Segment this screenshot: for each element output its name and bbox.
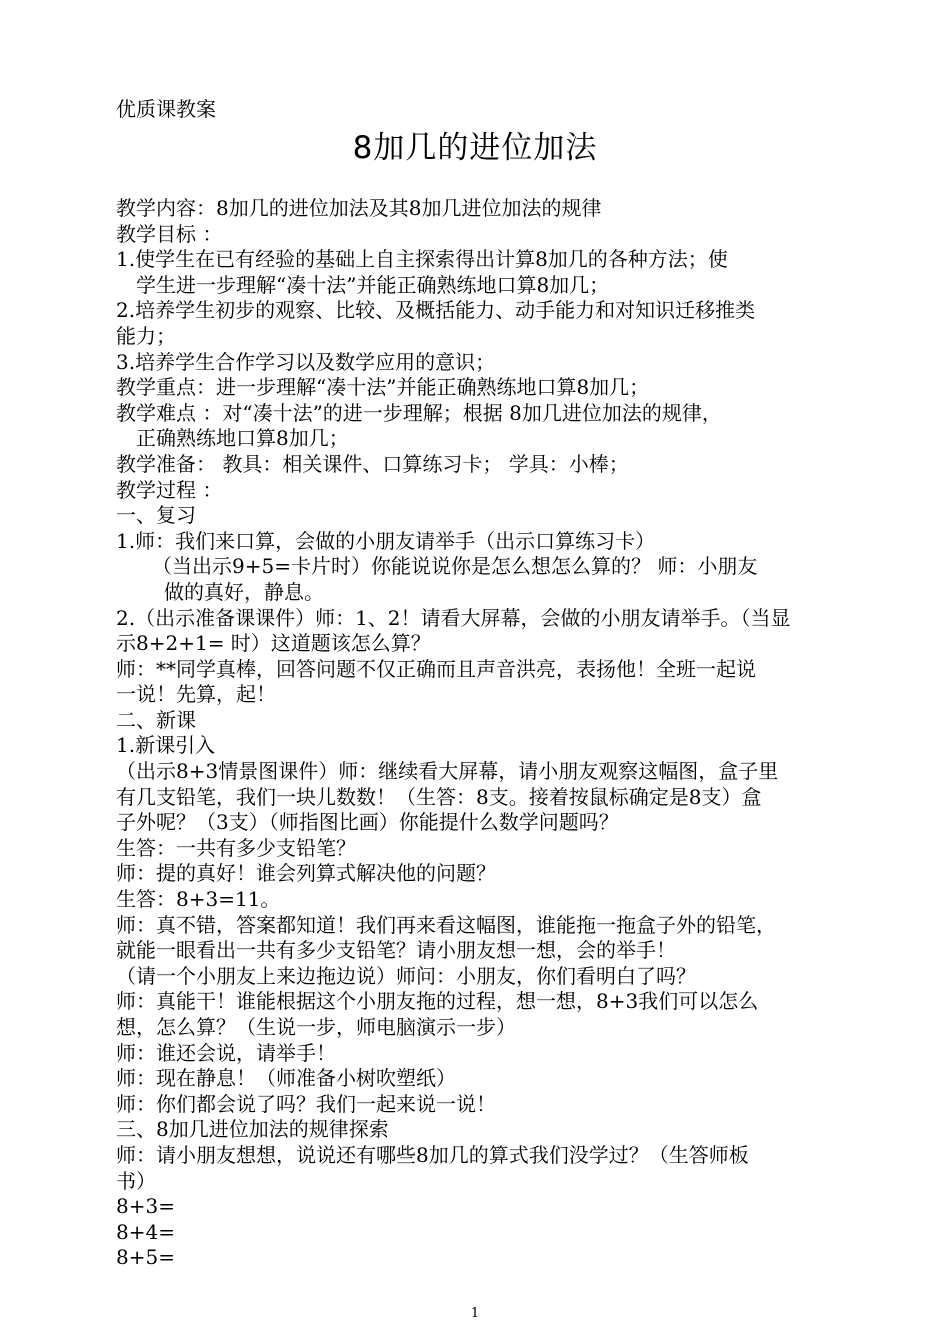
paragraph: 师：**同学真棒，回答问题不仅正确而且声音洪亮，表扬他！全班一起说 bbox=[116, 656, 756, 681]
paragraph: 教学重点：进一步理解“凑十法”并能正确熟练地口算8加几； bbox=[116, 375, 650, 400]
paragraph: 教学内容：8加几的进位加法及其8加几进位加法的规律 bbox=[116, 196, 602, 220]
paragraph: 有几支铅笔，我们一块儿数数！（生答：8支。接着按鼠标确定是8支）盒 bbox=[116, 784, 762, 809]
paragraph: 正确熟练地口算8加几； bbox=[136, 426, 349, 451]
paragraph: 做的真好，静息。 bbox=[164, 579, 324, 604]
paragraph: 书） bbox=[116, 1168, 156, 1193]
section-heading: 二、新课 bbox=[116, 707, 196, 732]
header-label: 优质课教案 bbox=[116, 97, 216, 121]
paragraph: 师：真能干！谁能根据这个小朋友拖的过程，想一想，8+3我们可以怎么 bbox=[116, 989, 759, 1014]
paragraph: 2.（出示准备课课件）师：1、2！请看大屏幕，会做的小朋友请举手。（当显 bbox=[116, 605, 791, 630]
paragraph: 教学过程 ： bbox=[116, 477, 223, 502]
paragraph: 一说！先算，起！ bbox=[116, 682, 276, 707]
paragraph: （请一个小朋友上来边拖边说）师问：小朋友，你们看明白了吗？ bbox=[116, 963, 696, 988]
paragraph: 1.新课引入 bbox=[116, 733, 216, 758]
paragraph: 学生进一步理解“凑十法”并能正确熟练地口算8加几； bbox=[136, 272, 610, 297]
paragraph: 教学目标 ： bbox=[116, 221, 223, 246]
paragraph: 想，怎么算？（生说一步，师电脑演示一步） bbox=[116, 1015, 516, 1039]
paragraph: 能力； bbox=[116, 323, 176, 348]
paragraph: （出示8+3情景图课件）师：继续看大屏幕，请小朋友观察这幅图，盒子里 bbox=[116, 759, 779, 784]
section-heading: 三、8加几进位加法的规律探索 bbox=[116, 1117, 389, 1142]
paragraph: 3.培养学生合作学习以及数学应用的意识； bbox=[116, 349, 496, 374]
paragraph: 教学难点 ：对“凑十法”的进一步理解；根据 8加几进位加法的规律， bbox=[116, 400, 722, 425]
document-title: 8加几的进位加法 bbox=[352, 130, 598, 166]
paragraph: 师：你们都会说了吗？我们一起来说一说！ bbox=[116, 1091, 496, 1116]
paragraph: 1.师：我们来口算，会做的小朋友请举手（出示口算练习卡） bbox=[116, 528, 656, 553]
paragraph: 师：谁还会说，请举手！ bbox=[116, 1040, 336, 1065]
paragraph: 示8+2+1= 时）这道题该怎么算？ bbox=[116, 631, 431, 656]
paragraph: 就能一眼看出一共有多少支铅笔？请小朋友想一想，会的举手！ bbox=[116, 938, 676, 963]
section-heading: 一、复习 bbox=[116, 503, 196, 528]
paragraph: 师：真不错，答案都知道！我们再来看这幅图，谁能拖一拖盒子外的铅笔， bbox=[116, 912, 776, 937]
paragraph: 教学准备： 教具：相关课件、口算练习卡； 学具：小棒； bbox=[116, 451, 629, 476]
equation: 8+5= bbox=[116, 1245, 175, 1270]
paragraph: 生答：一共有多少支铅笔？ bbox=[116, 835, 356, 860]
paragraph: 子外呢？（3支）（师指图比画）你能提什么数学问题吗？ bbox=[116, 810, 619, 835]
equation: 8+3= bbox=[116, 1194, 175, 1219]
page-number: 1 bbox=[470, 1306, 480, 1321]
paragraph: （当出示9+5=卡片时）你能说说你是怎么想怎么算的？ 师：小朋友 bbox=[152, 554, 758, 579]
paragraph: 2.培养学生初步的观察、比较、及概括能力、动手能力和对知识迁移推类 bbox=[116, 298, 756, 323]
paragraph: 师：提的真好！谁会列算式解决他的问题？ bbox=[116, 861, 496, 886]
paragraph: 生答：8+3=11。 bbox=[116, 887, 281, 912]
paragraph: 师：现在静息！（师准备小树吹塑纸） bbox=[116, 1066, 456, 1091]
paragraph: 1.使学生在已有经验的基础上自主探索得出计算8加几的各种方法；使 bbox=[116, 247, 728, 272]
paragraph: 师：请小朋友想想，说说还有哪些8加几的算式我们没学过？（生答师板 bbox=[116, 1142, 749, 1167]
equation: 8+4= bbox=[116, 1219, 175, 1244]
document-body bbox=[116, 196, 861, 1271]
